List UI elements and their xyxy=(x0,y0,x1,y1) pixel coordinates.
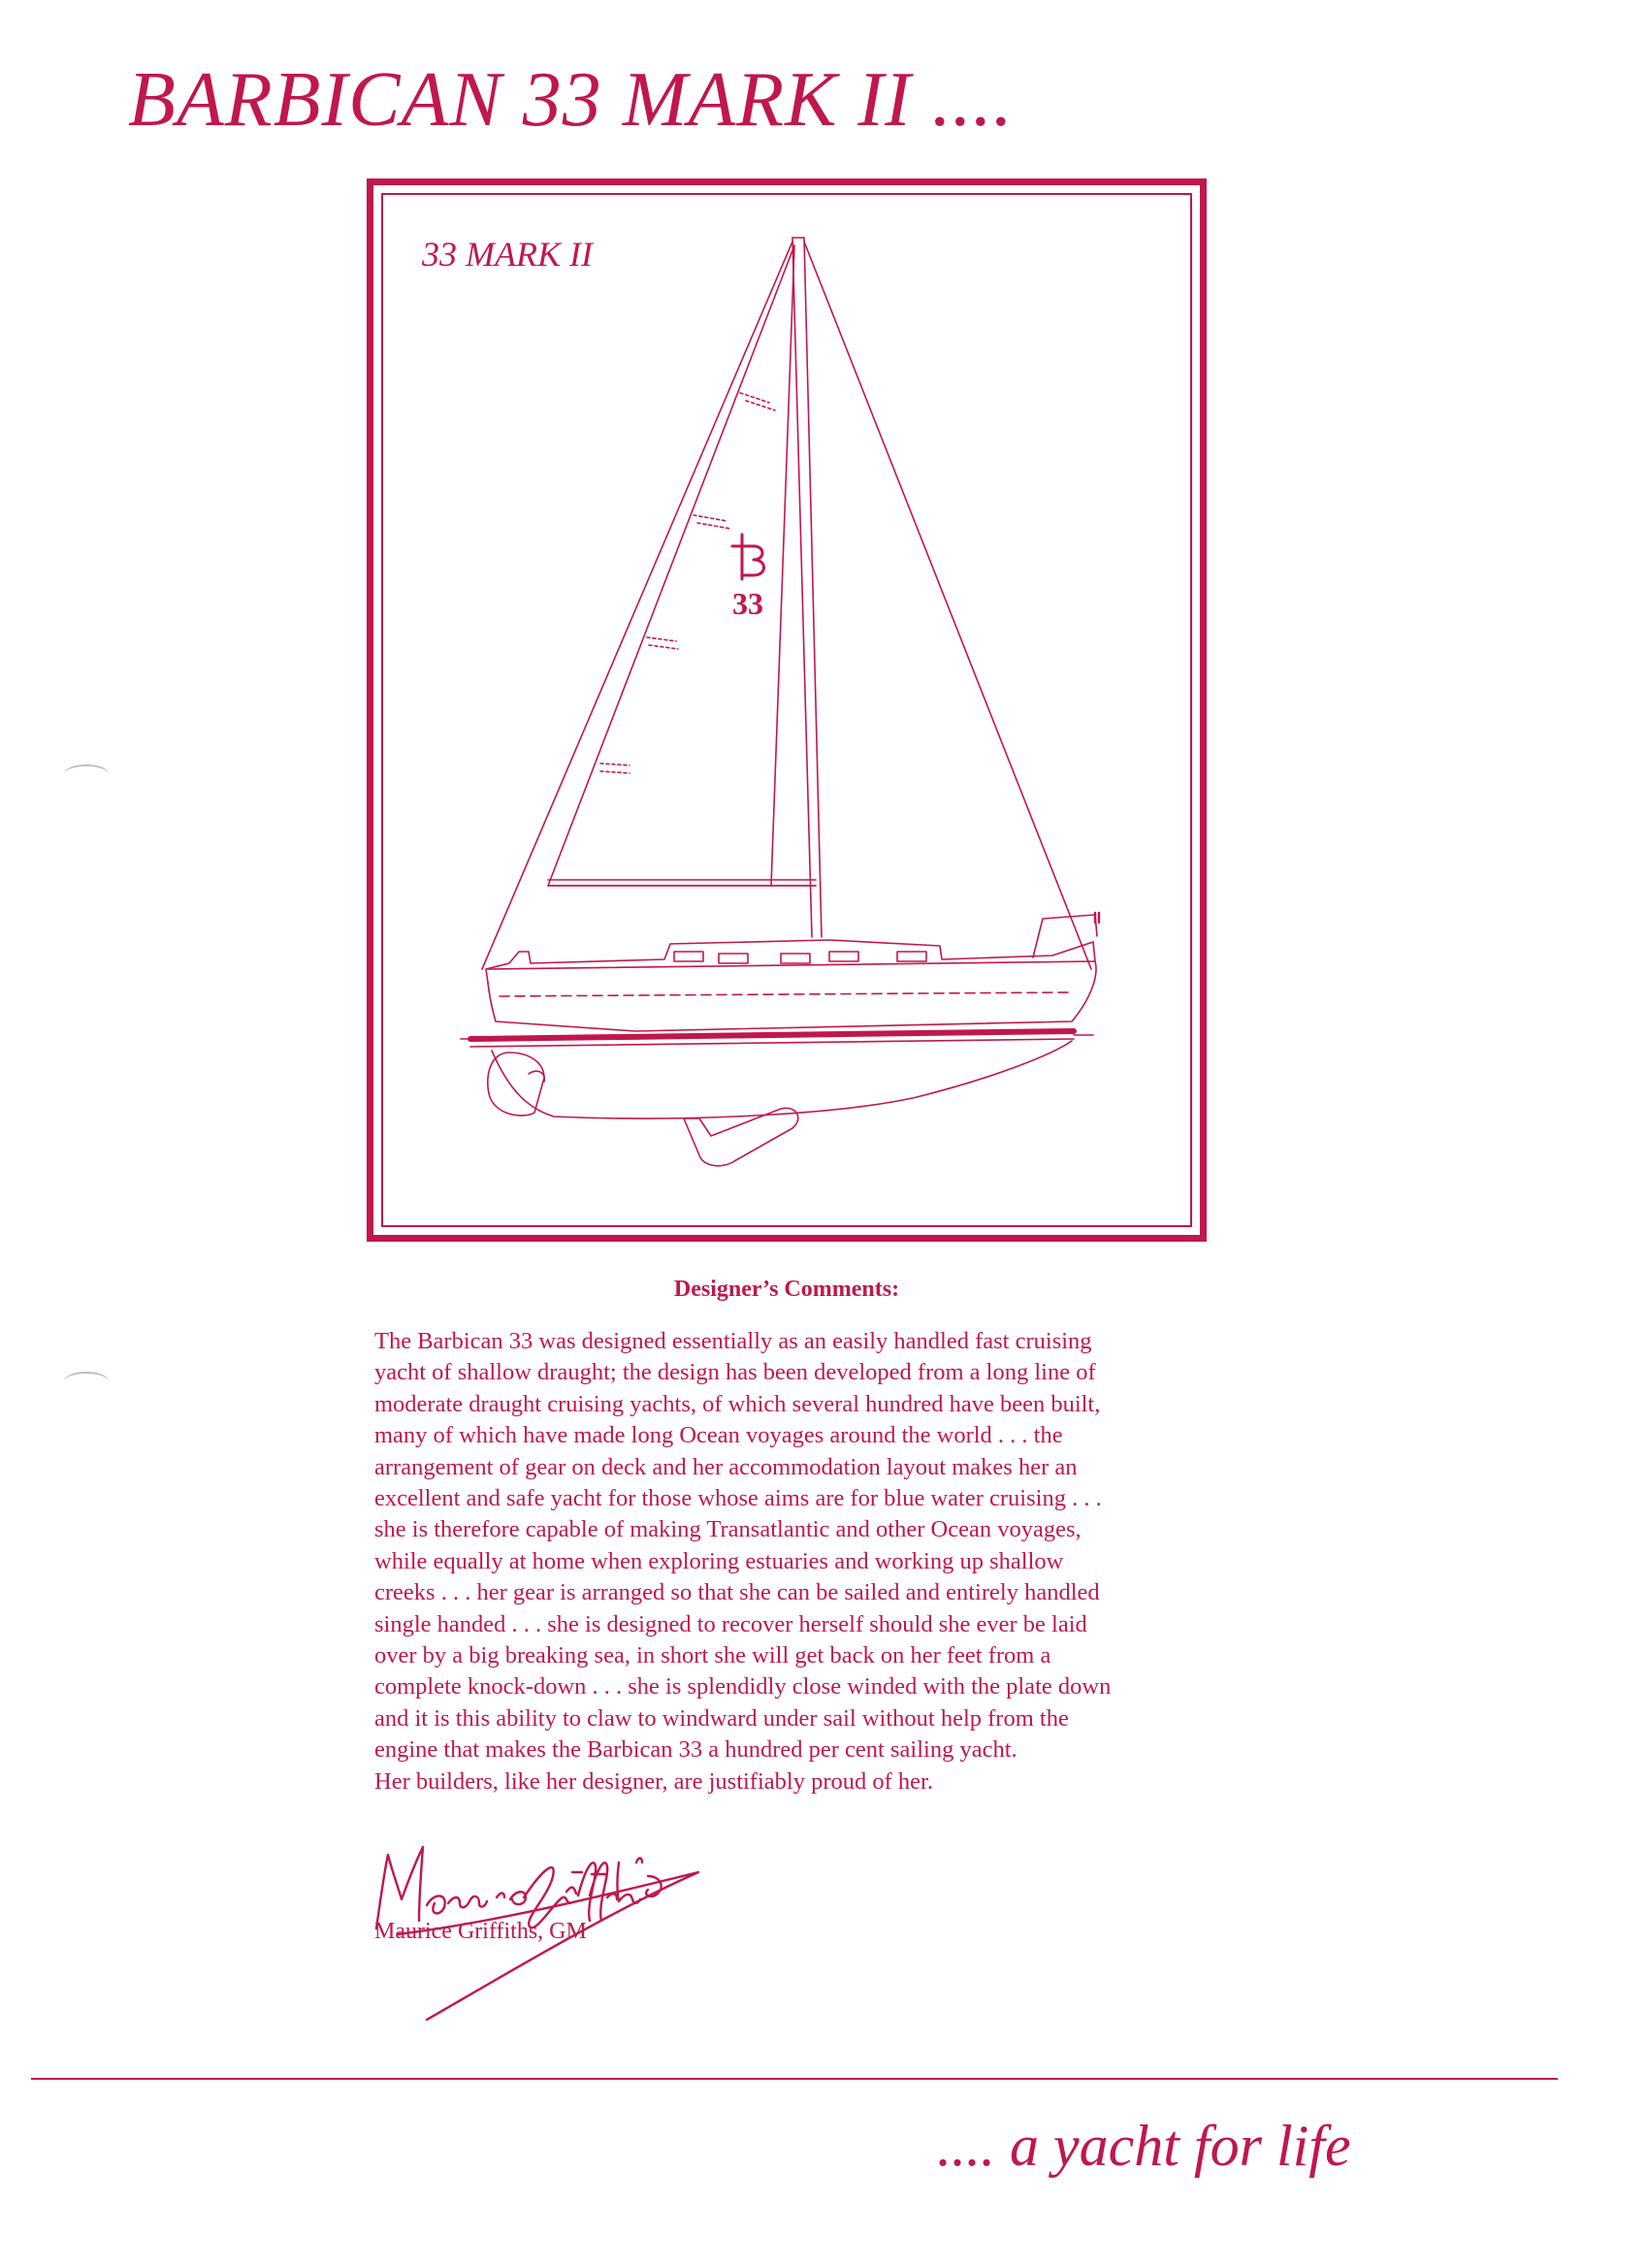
comment-line: yacht of shallow draught; the design has been developed from a long line of xyxy=(374,1359,1096,1386)
mast-front xyxy=(792,238,812,937)
punch-hole-top xyxy=(64,764,109,784)
mast-rear xyxy=(804,238,822,937)
comment-line: The Barbican 33 was designed essentially as an easily handled fast cruising xyxy=(374,1328,1092,1354)
comment-line: over by a big breaking sea, in short she will get back on her feet from a xyxy=(374,1642,1051,1669)
punch-hole-bottom xyxy=(64,1372,109,1391)
tagline: .... a yacht for life xyxy=(937,2114,1351,2178)
comment-line: arrangement of gear on deck and her accommodation layout makes her an xyxy=(374,1453,1078,1480)
comment-line: creeks . . . her gear is arranged so that she can be sailed and entirely handled xyxy=(374,1579,1100,1606)
page-title: BARBICAN 33 MARK II .... xyxy=(128,57,1014,143)
comment-line: engine that makes the Barbican 33 a hundred per cent sailing yacht. xyxy=(374,1736,1017,1764)
sailboat-drawing xyxy=(373,185,1200,1235)
sail-insignia-number: 33 xyxy=(732,586,763,621)
comment-line: excellent and safe yacht for those whose aims are for blue water cruising . . . xyxy=(374,1485,1102,1512)
comment-line: while equally at home when exploring estuaries and working up shallow xyxy=(374,1547,1064,1574)
drawing-label: 33 MARK II xyxy=(422,235,593,274)
backstay xyxy=(804,242,1091,969)
signature xyxy=(359,1804,883,2027)
comment-line: Her builders, like her designer, are justifiably proud of her. xyxy=(374,1767,933,1795)
hull-bottom xyxy=(492,1041,1072,1118)
cabin-outline xyxy=(486,940,1095,983)
waterline-stripe xyxy=(470,1031,1074,1039)
sail-insignia-symbol xyxy=(732,535,764,579)
designer-comments xyxy=(374,1326,1223,1798)
footer-divider xyxy=(31,2078,1558,2080)
comment-line: complete knock-down . . . she is splendidly close winded with the plate down xyxy=(374,1673,1112,1701)
comment-line: many of which have made long Ocean voyages around the world . . . the xyxy=(374,1422,1063,1449)
signer-name: Maurice Griffiths, GM xyxy=(374,1919,587,1944)
comment-line: she is therefore capable of making Transatlantic and other Ocean voyages, xyxy=(374,1516,1082,1543)
comment-line: single handed . . . she is designed to recover herself should she ever be laid xyxy=(374,1610,1087,1637)
drawing-frame xyxy=(367,178,1207,1242)
comments-heading: Designer’s Comments: xyxy=(673,1277,900,1302)
jib-sail xyxy=(548,245,816,886)
comment-line: and it is this ability to claw to windward under sail without help from the xyxy=(374,1704,1069,1732)
comment-line: moderate draught cruising yachts, of which several hundred have been built, xyxy=(374,1390,1101,1417)
